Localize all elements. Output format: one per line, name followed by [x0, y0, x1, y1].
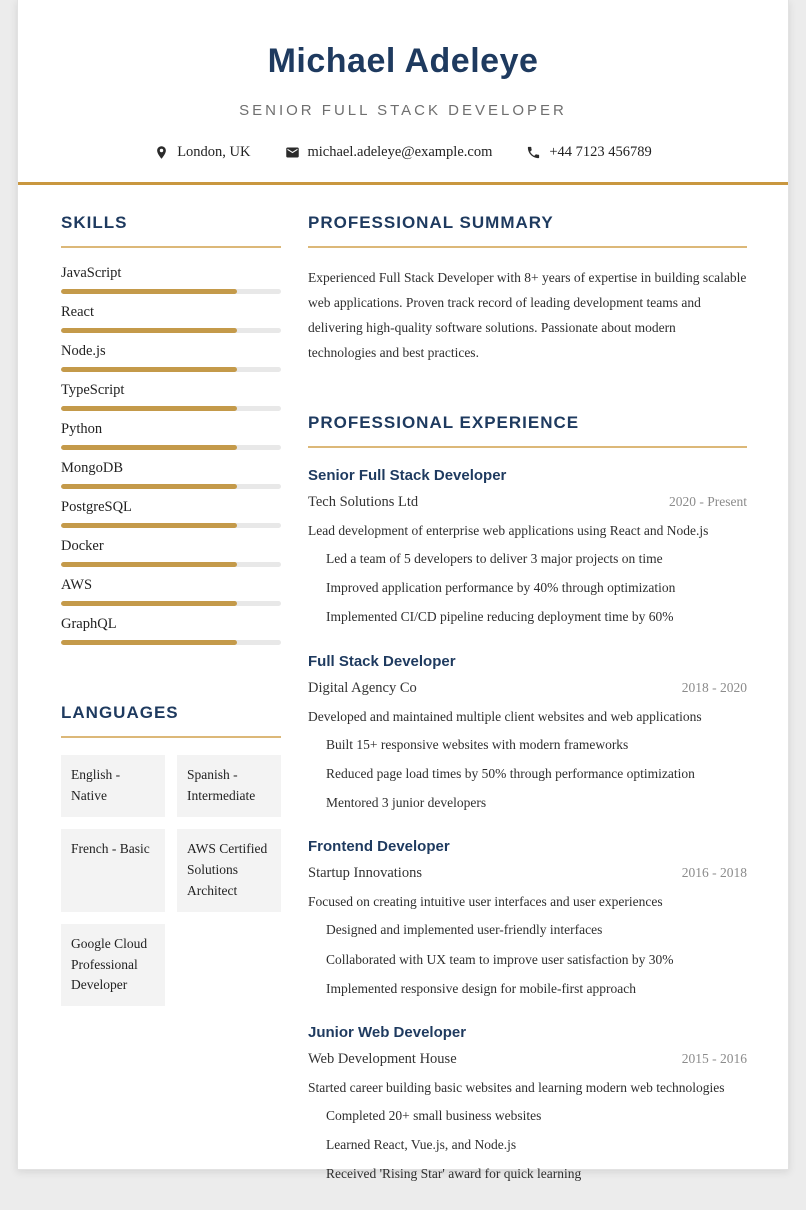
skill-item [61, 538, 281, 567]
job-bullet: Mentored 3 junior developers [326, 795, 487, 811]
job-bullets [308, 1107, 747, 1184]
language-card: AWS Certified Solutions Architect [177, 829, 281, 912]
skill-bar-track [61, 640, 281, 645]
job-description: Developed and maintained multiple client websites and web applications [308, 708, 702, 724]
skill-label: React [61, 304, 95, 320]
language-card: Spanish - Intermediate [177, 755, 281, 817]
job-bullet: Received 'Rising Star' award for quick learning [326, 1166, 582, 1182]
job-bullet: Reduced page load times by 50% through performance optimization [326, 765, 695, 781]
skill-item [61, 616, 281, 645]
skill-bar-fill [61, 484, 237, 489]
skill-bar-fill [61, 562, 237, 567]
skill-bar-fill [61, 328, 237, 333]
job-company: Digital Agency Co [308, 679, 417, 696]
job-bullet: Implemented responsive design for mobile-first approach [326, 980, 637, 996]
job-entry [308, 653, 747, 813]
summary-section [308, 213, 747, 365]
skill-bar-track [61, 601, 281, 606]
skill-bar-fill [61, 289, 237, 294]
location-pin-icon [154, 145, 169, 160]
skill-item [61, 421, 281, 450]
job-company: Tech Solutions Ltd [308, 494, 419, 510]
skill-label: AWS [61, 577, 93, 593]
contact-phone [526, 144, 651, 161]
job-meta [308, 1051, 747, 1068]
languages-heading: LANGUAGES [61, 703, 281, 738]
experience-section [308, 413, 747, 1184]
skill-item [61, 499, 281, 528]
skill-bar-fill [61, 601, 237, 606]
job-entry [308, 1024, 747, 1184]
contact-email-text: michael.adeleye@example.com [307, 144, 493, 160]
skill-item [61, 460, 281, 489]
resume-body [18, 185, 788, 1210]
candidate-title: SENIOR FULL STACK DEVELOPER [239, 102, 567, 119]
skill-bar-fill [61, 406, 237, 411]
job-bullet: Implemented CI/CD pipeline reducing deployment time by 60% [326, 609, 674, 625]
skill-item [61, 577, 281, 606]
skill-item [61, 304, 281, 333]
skills-section [61, 213, 281, 645]
job-title: Frontend Developer [308, 838, 450, 856]
contact-row [18, 144, 788, 161]
skill-label: Node.js [61, 343, 106, 359]
contact-phone-text: +44 7123 456789 [549, 144, 652, 160]
skill-label: Python [61, 421, 103, 437]
skills-list [61, 265, 281, 645]
job-bullet: Collaborated with UX team to improve user satisfaction by 30% [326, 951, 674, 967]
skill-bar-track [61, 328, 281, 333]
skill-bar-fill [61, 640, 237, 645]
skills-heading: SKILLS [61, 213, 281, 248]
skill-bar-track [61, 367, 281, 372]
contact-email [285, 144, 493, 161]
job-company: Web Development House [308, 1050, 457, 1067]
skill-bar-track [61, 562, 281, 567]
job-bullet: Improved application performance by 40% through optimization [326, 580, 676, 596]
candidate-name: Michael Adeleye [267, 42, 539, 80]
envelope-icon [285, 145, 300, 160]
skill-item [61, 382, 281, 411]
languages-grid [61, 755, 281, 1006]
job-bullet: Learned React, Vue.js, and Node.js [326, 1137, 517, 1153]
language-card: French - Basic [61, 829, 165, 912]
summary-heading: PROFESSIONAL SUMMARY [308, 213, 747, 248]
language-card: English - Native [61, 755, 165, 817]
skill-label: MongoDB [61, 460, 124, 476]
skill-bar-fill [61, 523, 237, 528]
skill-bar-track [61, 445, 281, 450]
skill-label: GraphQL [61, 616, 117, 632]
job-entry [308, 838, 747, 998]
job-title: Junior Web Developer [308, 1023, 467, 1041]
skill-bar-track [61, 523, 281, 528]
job-entry [308, 467, 747, 627]
skill-item [61, 343, 281, 372]
skill-bar-track [61, 289, 281, 294]
resume-page [17, 0, 789, 1182]
job-meta [308, 680, 747, 697]
language-card: Google Cloud Professional Developer [61, 924, 165, 1007]
job-bullets [308, 550, 747, 627]
job-bullet: Designed and implemented user-friendly interfaces [326, 922, 603, 938]
skill-label: PostgreSQL [61, 499, 132, 515]
contact-location [154, 144, 250, 161]
job-description: Lead development of enterprise web applications using React and Node.js [308, 523, 709, 538]
languages-section [61, 703, 281, 1006]
job-bullet: Led a team of 5 developers to deliver 3 major projects on time [326, 551, 663, 566]
right-column [308, 213, 747, 1210]
skill-label: JavaScript [61, 265, 122, 281]
skill-label: Docker [61, 538, 104, 554]
contact-location-text: London, UK [177, 144, 251, 160]
skill-bar-fill [61, 367, 237, 372]
job-dates: 2016 - 2018 [681, 865, 747, 881]
job-bullets [308, 736, 747, 813]
job-dates: 2020 - Present [669, 494, 747, 509]
job-bullet: Built 15+ responsive websites with modern frameworks [326, 736, 629, 752]
job-bullets [308, 921, 747, 998]
skill-bar-track [61, 484, 281, 489]
job-dates: 2015 - 2016 [681, 1050, 747, 1066]
job-bullet: Completed 20+ small business websites [326, 1107, 542, 1123]
jobs-list [308, 467, 747, 1184]
job-description: Focused on creating intuitive user interfaces and user experiences [308, 894, 663, 910]
job-title: Senior Full Stack Developer [308, 467, 507, 484]
job-dates: 2018 - 2020 [681, 679, 747, 695]
experience-heading: PROFESSIONAL EXPERIENCE [308, 413, 747, 448]
job-meta [308, 865, 747, 882]
resume-header [18, 0, 788, 185]
skill-item [61, 265, 281, 294]
job-meta [308, 494, 747, 511]
skill-bar-fill [61, 445, 237, 450]
job-title: Full Stack Developer [308, 652, 456, 670]
phone-icon [526, 145, 541, 160]
job-description: Started career building basic websites and learning modern web technologies [308, 1079, 725, 1095]
skill-label: TypeScript [61, 382, 125, 398]
job-company: Startup Innovations [308, 865, 422, 882]
summary-text: Experienced Full Stack Developer with 8+ years of expertise in building scalable web applications. Proven track record of leading development teams and delivering high-quality software solutions. Passionate about modern technologies and best practices. [308, 270, 747, 360]
left-column [61, 213, 281, 1210]
skill-bar-track [61, 406, 281, 411]
